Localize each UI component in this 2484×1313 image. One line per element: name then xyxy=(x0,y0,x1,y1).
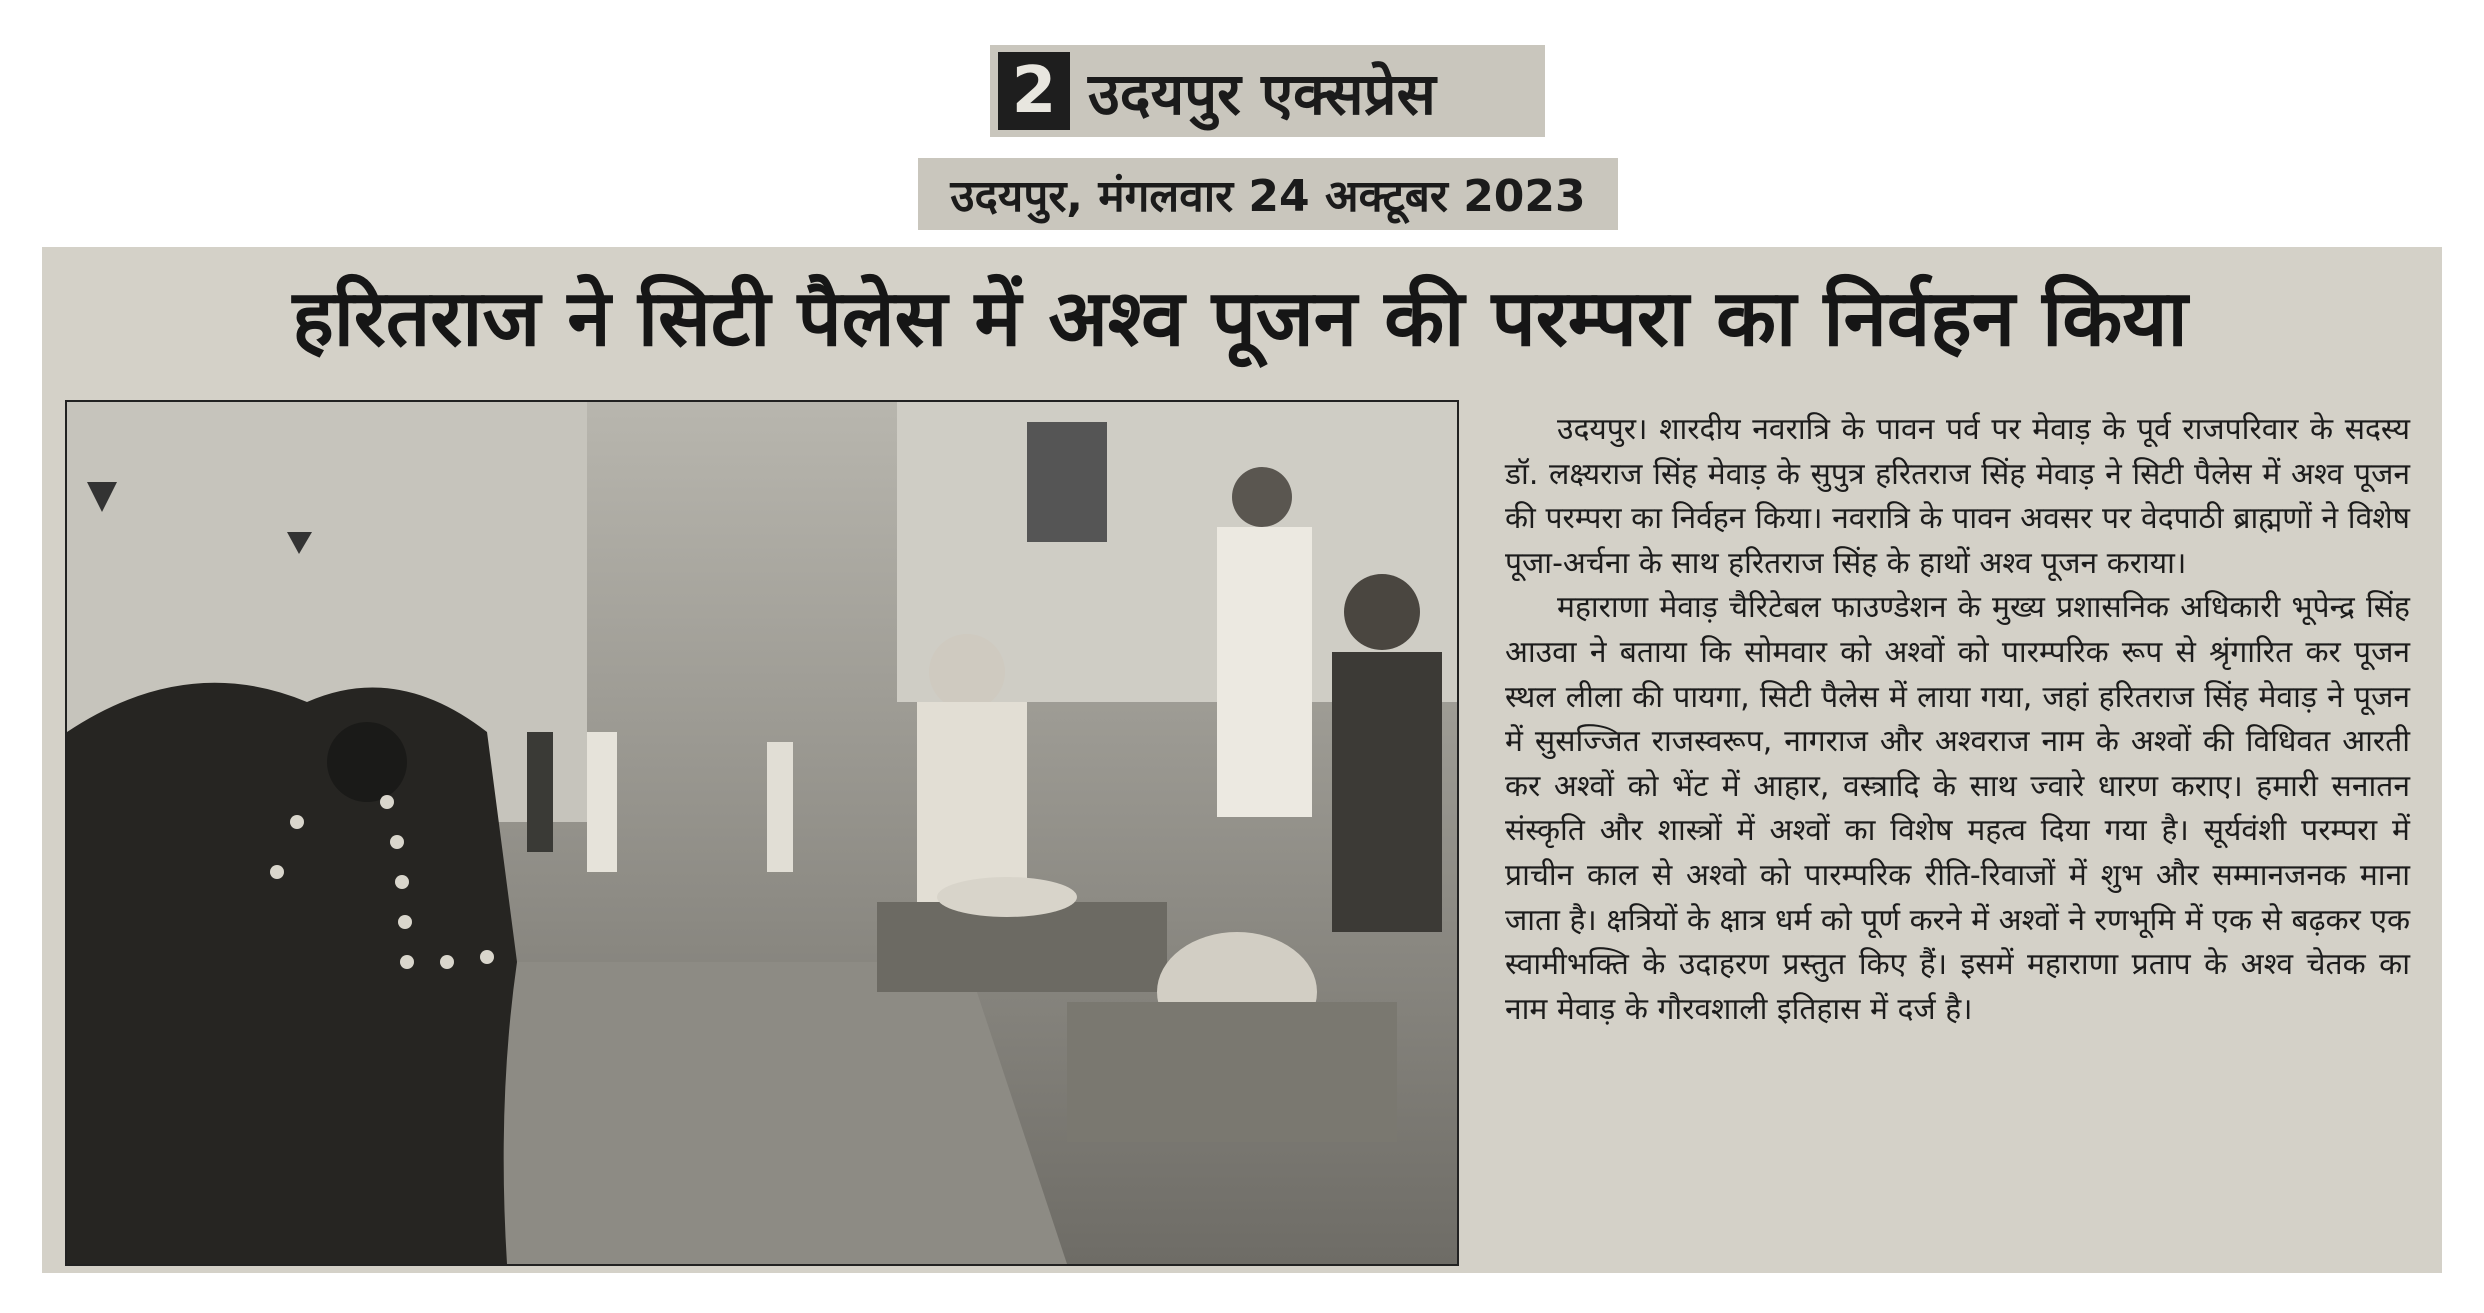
dateline: उदयपुर, मंगलवार 24 अक्टूबर 2023 xyxy=(918,158,1618,230)
masthead xyxy=(990,45,1545,137)
article-paragraph: उदयपुर। शारदीय नवरात्रि के पावन पर्व पर मेवाड़ के पूर्व राजपरिवार के सदस्य डॉ. लक्ष्यराज सिंह मेवाड़ के सुपुत्र हरितराज सिंह मेवाड़ ने सिटी पैलेस में अश्व पूजन की परम्परा का निर्वहन किया। नवरात्रि के पावन अवसर पर वेदपाठी ब्राह्मणों ने विशेष पूजा-अर्चना के साथ हरितराज सिंह के हाथों अश्व पूजन कराया। xyxy=(1505,412,2410,581)
horse-worship-photo xyxy=(67,402,1457,1264)
newspaper-name: उदयपुर एक्सप्रेस xyxy=(1088,59,1436,128)
page-number: 2 xyxy=(998,52,1070,130)
article-headline: हरितराज ने सिटी पैलेस में अश्व पूजन की परम्परा का निर्वहन किया xyxy=(292,274,2188,364)
article-paragraph: महाराणा मेवाड़ चैरिटेबल फाउण्डेशन के मुख्य प्रशासनिक अधिकारी भूपेन्द्र सिंह आउवा ने बताया कि सोमवार को अश्वों को पारम्परिक रूप से श्रृंगारित कर पूजन स्थल लीला की पायगा, सिटी पैलेस में लाया गया, जहां हरितराज सिंह मेवाड़ ने पूजन में सुसज्जित राजस्वरूप, नागराज और अश्वराज नाम के अश्वों की विधिवत आरती कर अश्वों को भेंट में आहार, वस्त्रादि के साथ ज्वारे धारण कराए। हमारी सनातन संस्कृति और शास्त्रों में अश्वों का विशेष महत्व दिया गया है। सूर्यवंशी परम्परा में प्राचीन काल से अश्वो को पारम्परिक रीति-रिवाजों में शुभ और सम्मानजनक माना जाता है। क्षत्रियों के क्षात्र धर्म को पूर्ण करने में अश्वों ने रणभूमि में एक से बढ़कर एक स्वामीभक्ति के उदाहरण प्रस्तुत किए हैं। इसमें महाराणा प्रताप के अश्व चेतक का नाम मेवाड़ के गौरवशाली इतिहास में दर्ज है। xyxy=(1505,590,2411,1027)
article-photo xyxy=(65,400,1459,1266)
article-body xyxy=(1505,408,2410,1032)
